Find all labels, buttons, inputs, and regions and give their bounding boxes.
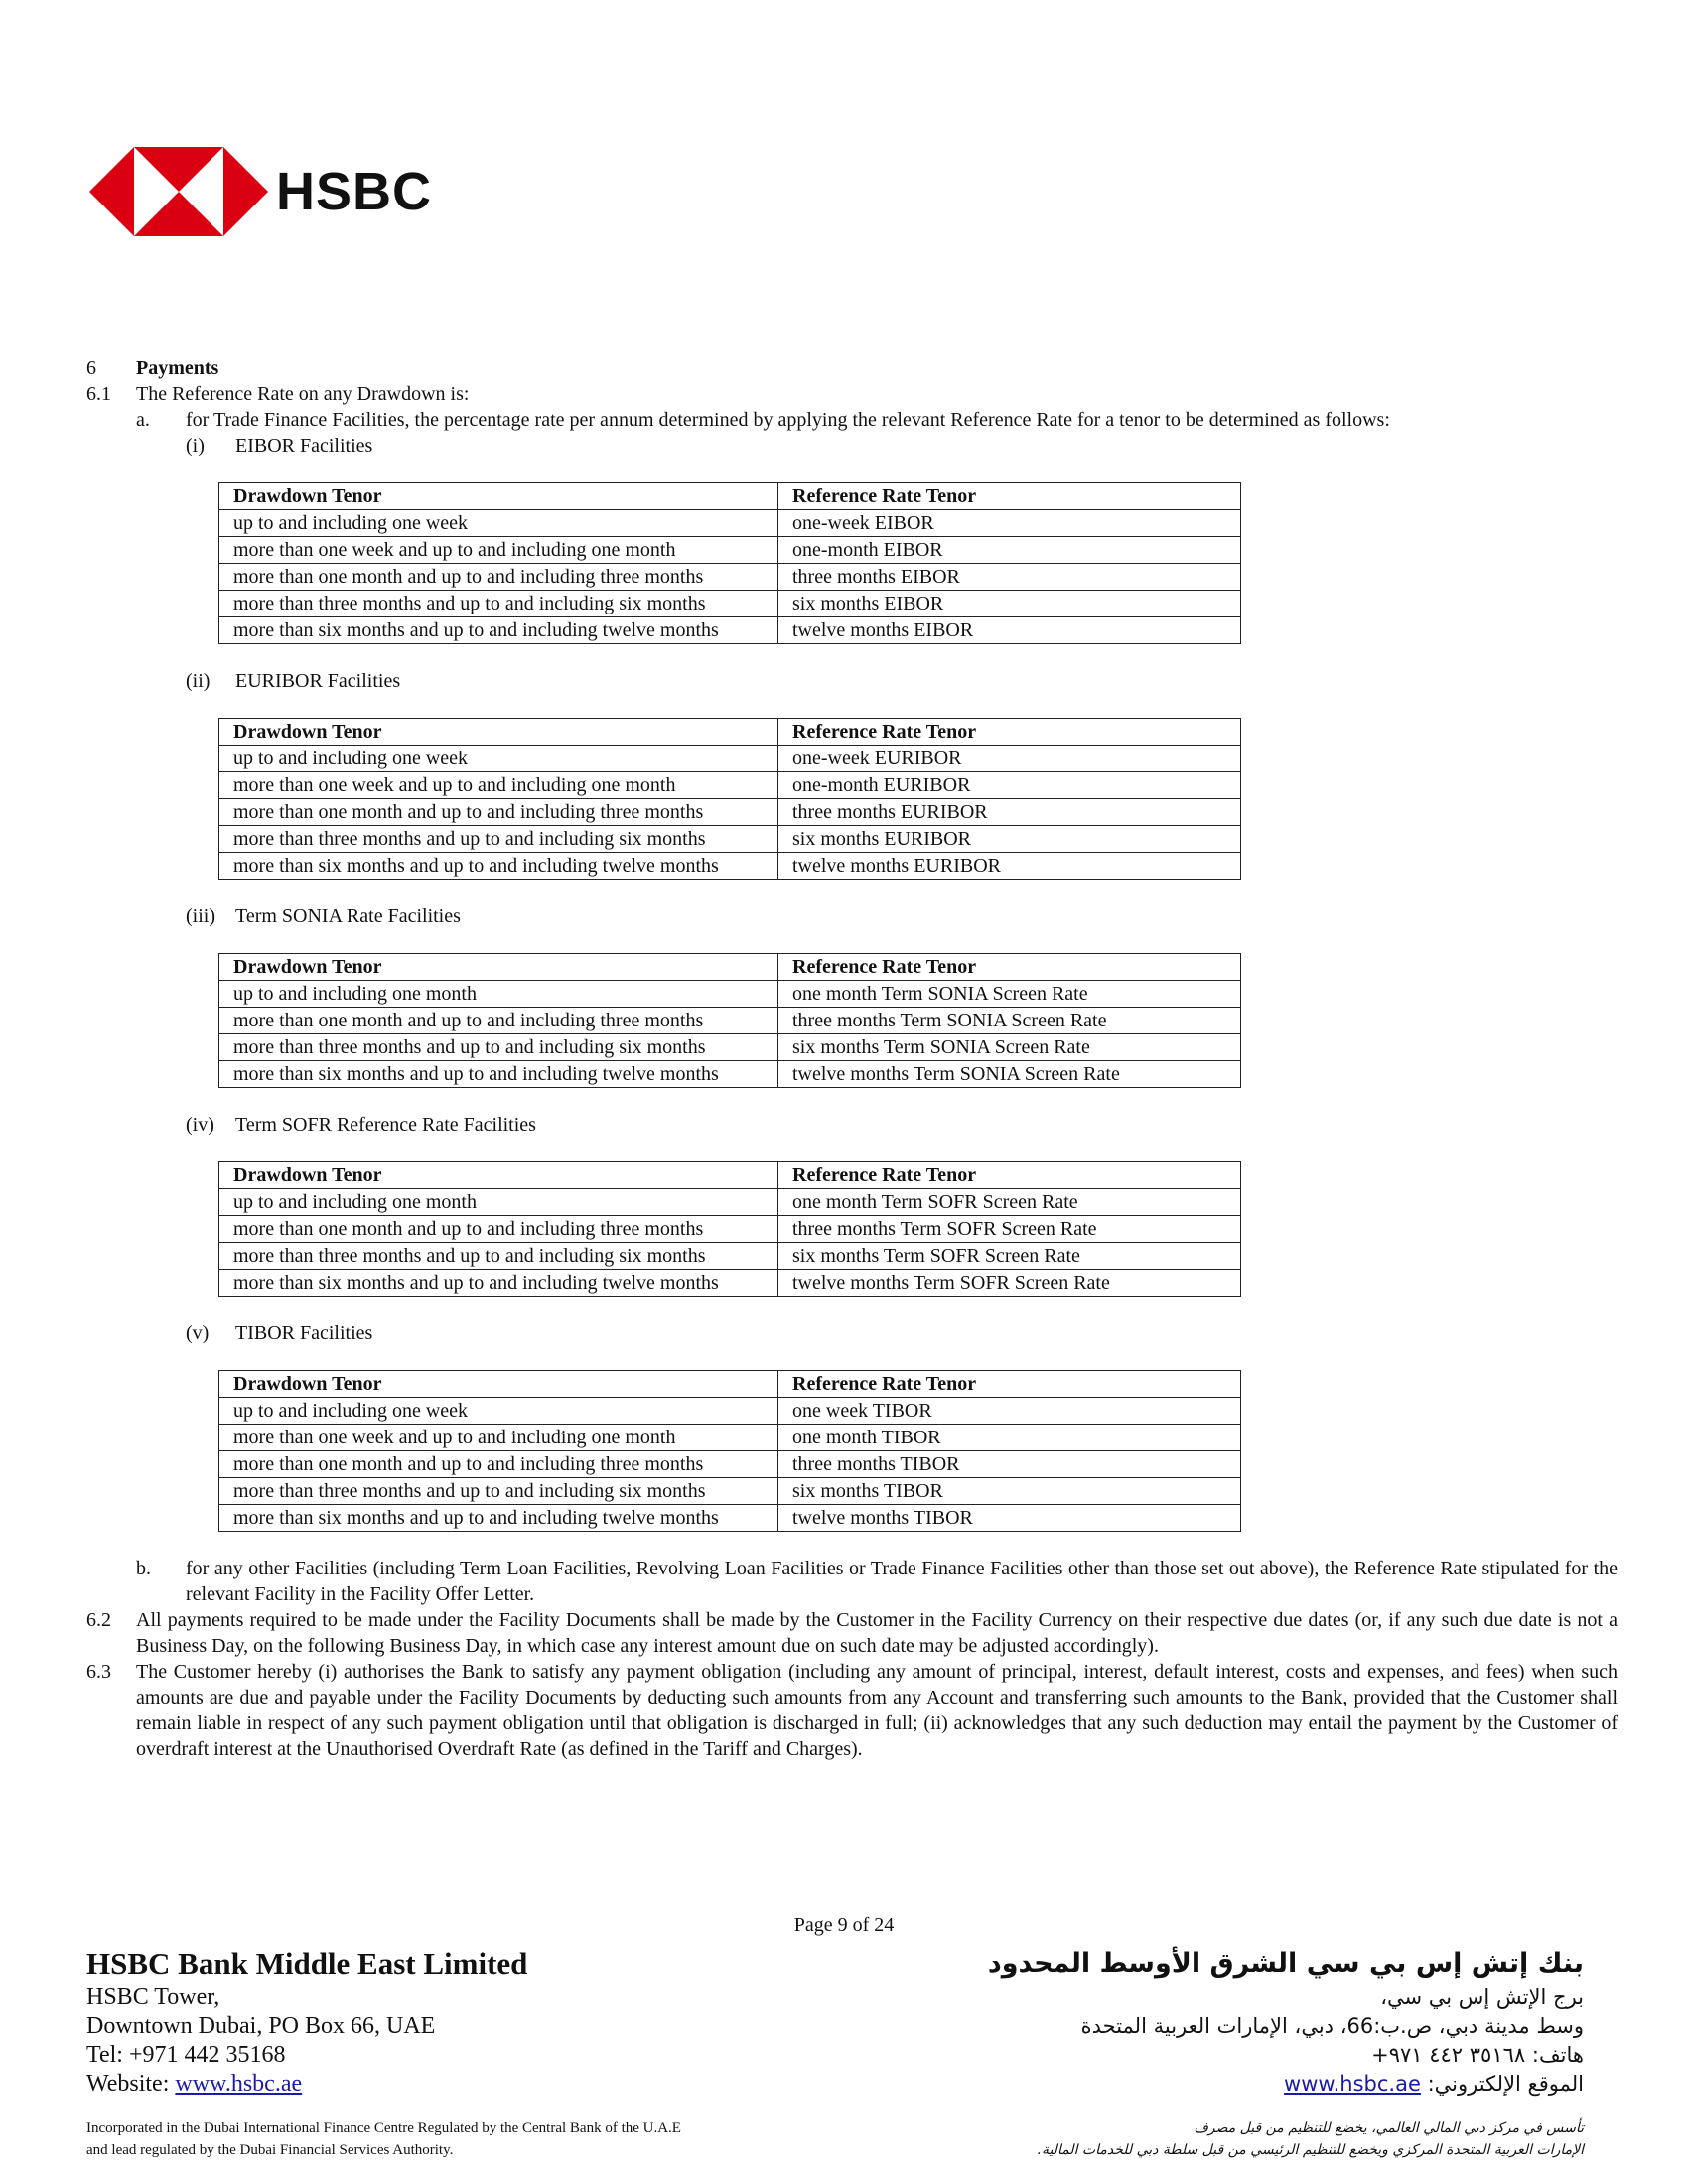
table-row: [219, 591, 1241, 617]
clause-text: The Customer hereby (i) authorises the Bank to satisfy any payment obligation (including any amount of principal, interest, default interest, costs and expenses, and fees) when such amounts are due and payable under the Facility Documents by deducting such amounts from any Account and transferring such amounts to the Bank, provided that the Customer shall remain liable in respect of any such payment obligation until that obligation is discharged in full; (ii) acknowledges that any such deduction may entail the payment by the Customer of overdraft interest at the Unauthorised Overdraft Rate (as defined in the Tariff and Charges).: [136, 1661, 1618, 1760]
drawdown-tenor-cell: more than one week and up to and including one month: [219, 1425, 778, 1451]
drawdown-tenor-cell: more than three months and up to and including six months: [219, 826, 778, 853]
table-header-row: [219, 719, 1241, 746]
table-row: [219, 772, 1241, 799]
facility-heading: [86, 1112, 1618, 1138]
facility-label: (ii): [186, 670, 211, 692]
drawdown-tenor-cell: more than three months and up to and including six months: [219, 1243, 778, 1270]
drawdown-tenor-cell: more than six months and up to and including twelve months: [219, 617, 778, 644]
drawdown-tenor-cell: up to and including one week: [219, 746, 778, 772]
legal-line: and lead regulated by the Dubai Financial Services Authority.: [86, 2142, 454, 2158]
table-row: [219, 510, 1241, 537]
column-header: Reference Rate Tenor: [778, 1162, 1241, 1189]
clause-number: 6.3: [86, 1661, 111, 1683]
document-body: [86, 355, 1618, 1762]
footer-website-link-ar[interactable]: www.hsbc.ae: [1284, 2072, 1421, 2096]
table-row: [219, 537, 1241, 564]
reference-rate-cell: one week TIBOR: [778, 1398, 1241, 1425]
table-row: [219, 1216, 1241, 1243]
facility-heading: [86, 668, 1618, 694]
reference-rate-cell: one-month EURIBOR: [778, 772, 1241, 799]
table-row: [219, 981, 1241, 1008]
facility-block: [86, 668, 1618, 880]
subclause-label: b.: [136, 1558, 151, 1579]
reference-rate-cell: one month Term SONIA Screen Rate: [778, 981, 1241, 1008]
reference-rate-cell: twelve months EURIBOR: [778, 853, 1241, 880]
footer-address-ar: [988, 1944, 1584, 2099]
drawdown-tenor-cell: more than one month and up to and including three months: [219, 799, 778, 826]
facility-label: (iii): [186, 905, 215, 927]
reference-rate-cell: six months Term SONIA Screen Rate: [778, 1034, 1241, 1061]
table-row: [219, 1034, 1241, 1061]
reference-rate-cell: six months Term SOFR Screen Rate: [778, 1243, 1241, 1270]
subclause-label: a.: [136, 409, 150, 431]
table-header-row: [219, 483, 1241, 510]
footer-tel: Tel: +971 442 35168: [86, 2042, 286, 2068]
legal-notice-ar: [889, 2117, 1584, 2161]
clause-text: All payments required to be made under the Facility Documents shall be made by the Customer in the Facility Currency on their respective due dates (or, if any such due date is not a Business Day, on the following Business Day, in which case any interest amount due on such date may be adjusted accordingly).: [136, 1609, 1618, 1657]
column-header: Reference Rate Tenor: [778, 719, 1241, 746]
footer-website-link[interactable]: www.hsbc.ae: [175, 2071, 303, 2097]
table-row: [219, 1243, 1241, 1270]
legal-notice-en: [86, 2117, 881, 2161]
rate-table: [218, 482, 1241, 644]
rate-tables: [86, 433, 1618, 1532]
table-row: [219, 1008, 1241, 1034]
column-header: Reference Rate Tenor: [778, 1371, 1241, 1398]
table-header-row: [219, 954, 1241, 981]
section-number: 6: [86, 357, 96, 379]
footer-address-line: Downtown Dubai, PO Box 66, UAE: [86, 2013, 436, 2039]
column-header: Drawdown Tenor: [219, 1162, 778, 1189]
footer-address-en: [86, 1944, 527, 2099]
drawdown-tenor-cell: up to and including one month: [219, 981, 778, 1008]
facility-title: Term SONIA Rate Facilities: [235, 905, 461, 927]
reference-rate-cell: six months EIBOR: [778, 591, 1241, 617]
drawdown-tenor-cell: more than three months and up to and including six months: [219, 1478, 778, 1505]
subclause-text: for Trade Finance Facilities, the percentage rate per annum determined by applying the relevant Reference Rate for a tenor to be determined as follows:: [186, 409, 1390, 431]
footer-address-line: HSBC Tower,: [86, 1984, 220, 2010]
drawdown-tenor-cell: more than six months and up to and including twelve months: [219, 1270, 778, 1297]
rate-table: [218, 1370, 1241, 1532]
footer-website-label-ar: الموقع الإلكتروني:: [1420, 2072, 1584, 2096]
facility-heading: [86, 903, 1618, 929]
reference-rate-cell: twelve months EIBOR: [778, 617, 1241, 644]
column-header: Drawdown Tenor: [219, 1371, 778, 1398]
table-row: [219, 564, 1241, 591]
legal-line-ar: تأسس في مركز دبي المالي العالمي، يخضع للتنظيم من قبل مصرف: [1194, 2120, 1584, 2136]
drawdown-tenor-cell: more than three months and up to and including six months: [219, 1034, 778, 1061]
reference-rate-cell: twelve months Term SOFR Screen Rate: [778, 1270, 1241, 1297]
legal-line-ar: الإمارات العربية المتحدة المركزي ويخضع للتنظيم الرئيسي من قبل سلطة دبي للخدمات المالية.: [1037, 2142, 1584, 2158]
reference-rate-cell: three months EIBOR: [778, 564, 1241, 591]
logo-wordmark: HSBC: [276, 161, 433, 221]
reference-rate-cell: three months Term SONIA Screen Rate: [778, 1008, 1241, 1034]
drawdown-tenor-cell: more than three months and up to and including six months: [219, 591, 778, 617]
clause-6-1: [86, 381, 1618, 407]
reference-rate-cell: six months TIBOR: [778, 1478, 1241, 1505]
footer-website-row-ar: [988, 2070, 1584, 2099]
table-row: [219, 1451, 1241, 1478]
facility-heading: [86, 433, 1618, 459]
column-header: Drawdown Tenor: [219, 954, 778, 981]
legal-line: Incorporated in the Dubai International Finance Centre Regulated by the Central Bank of the U.A.E: [86, 2120, 681, 2136]
clause-number: 6.1: [86, 383, 111, 405]
drawdown-tenor-cell: more than one month and up to and including three months: [219, 1451, 778, 1478]
facility-block: [86, 433, 1618, 644]
reference-rate-cell: three months TIBOR: [778, 1451, 1241, 1478]
reference-rate-cell: one month TIBOR: [778, 1425, 1241, 1451]
footer-bank-name-ar: بنك إتش إس بي سي الشرق الأوسط المحدود: [987, 1948, 1584, 1979]
hsbc-logo: [89, 144, 432, 238]
column-header: Drawdown Tenor: [219, 719, 778, 746]
drawdown-tenor-cell: up to and including one month: [219, 1189, 778, 1216]
drawdown-tenor-cell: more than six months and up to and including twelve months: [219, 1061, 778, 1088]
drawdown-tenor-cell: more than one week and up to and including one month: [219, 772, 778, 799]
table-row: [219, 1189, 1241, 1216]
table-header-row: [219, 1162, 1241, 1189]
table-row: [219, 1425, 1241, 1451]
table-row: [219, 1478, 1241, 1505]
table-row: [219, 1398, 1241, 1425]
facility-block: [86, 1112, 1618, 1297]
table-row: [219, 746, 1241, 772]
table-header-row: [219, 1371, 1241, 1398]
facility-title: EURIBOR Facilities: [235, 670, 401, 692]
drawdown-tenor-cell: more than six months and up to and including twelve months: [219, 853, 778, 880]
column-header: Reference Rate Tenor: [778, 483, 1241, 510]
reference-rate-cell: one-week EIBOR: [778, 510, 1241, 537]
footer-address-line-ar: برج الإتش إس بي سي،: [1380, 1985, 1584, 2009]
reference-rate-cell: three months Term SOFR Screen Rate: [778, 1216, 1241, 1243]
column-header: Reference Rate Tenor: [778, 954, 1241, 981]
reference-rate-cell: twelve months Term SONIA Screen Rate: [778, 1061, 1241, 1088]
reference-rate-cell: one month Term SOFR Screen Rate: [778, 1189, 1241, 1216]
drawdown-tenor-cell: more than six months and up to and including twelve months: [219, 1505, 778, 1532]
reference-rate-cell: six months EURIBOR: [778, 826, 1241, 853]
column-header: Drawdown Tenor: [219, 483, 778, 510]
table-row: [219, 1505, 1241, 1532]
facility-title: TIBOR Facilities: [235, 1322, 373, 1344]
section-heading: [86, 355, 1618, 381]
rate-table: [218, 953, 1241, 1088]
drawdown-tenor-cell: more than one week and up to and including one month: [219, 537, 778, 564]
table-row: [219, 826, 1241, 853]
footer-website-label: Website:: [86, 2071, 176, 2097]
table-row: [219, 1270, 1241, 1297]
facility-label: (iv): [186, 1114, 214, 1136]
table-row: [219, 1061, 1241, 1088]
facility-label: (i): [186, 435, 205, 457]
drawdown-tenor-cell: more than one month and up to and including three months: [219, 564, 778, 591]
drawdown-tenor-cell: more than one month and up to and including three months: [219, 1008, 778, 1034]
footer-address-line-ar: وسط مدينة دبي، ص.ب:66، دبي، الإمارات العربية المتحدة: [1080, 2014, 1584, 2038]
table-row: [219, 617, 1241, 644]
page-number: Page 9 of 24: [793, 1914, 895, 1936]
drawdown-tenor-cell: up to and including one week: [219, 510, 778, 537]
facility-block: [86, 903, 1618, 1088]
subclause-text: for any other Facilities (including Term Loan Facilities, Revolving Loan Facilities or Trade Finance Facilities other than those set out above), the Reference Rate stipulated for the relevant Facility in the Facility Offer Letter.: [186, 1558, 1618, 1605]
facility-label: (v): [186, 1322, 210, 1344]
rate-table: [218, 718, 1241, 880]
facility-title: Term SOFR Reference Rate Facilities: [235, 1114, 536, 1136]
reference-rate-cell: twelve months TIBOR: [778, 1505, 1241, 1532]
hsbc-hexagon-icon: [89, 147, 268, 236]
facility-heading: [86, 1320, 1618, 1346]
drawdown-tenor-cell: up to and including one week: [219, 1398, 778, 1425]
clause-6-1-b: [86, 1556, 1618, 1607]
clause-6-2: [86, 1607, 1618, 1659]
facility-title: EIBOR Facilities: [235, 435, 373, 457]
rate-table: [218, 1161, 1241, 1297]
clause-6-1-a: [86, 407, 1618, 433]
reference-rate-cell: three months EURIBOR: [778, 799, 1241, 826]
table-row: [219, 799, 1241, 826]
section-title: Payments: [136, 357, 219, 379]
footer-tel-ar: هاتف: ٣٥١٦٨ ٤٤٢ ٩٧١+: [1371, 2043, 1584, 2067]
reference-rate-cell: one-week EURIBOR: [778, 746, 1241, 772]
clause-text: The Reference Rate on any Drawdown is:: [136, 383, 470, 405]
drawdown-tenor-cell: more than one month and up to and including three months: [219, 1216, 778, 1243]
footer-bank-name: HSBC Bank Middle East Limited: [86, 1946, 528, 1980]
footer-website-row: [86, 2070, 527, 2099]
clause-number: 6.2: [86, 1609, 111, 1631]
reference-rate-cell: one-month EIBOR: [778, 537, 1241, 564]
table-row: [219, 853, 1241, 880]
clause-6-3: [86, 1659, 1618, 1762]
facility-block: [86, 1320, 1618, 1532]
